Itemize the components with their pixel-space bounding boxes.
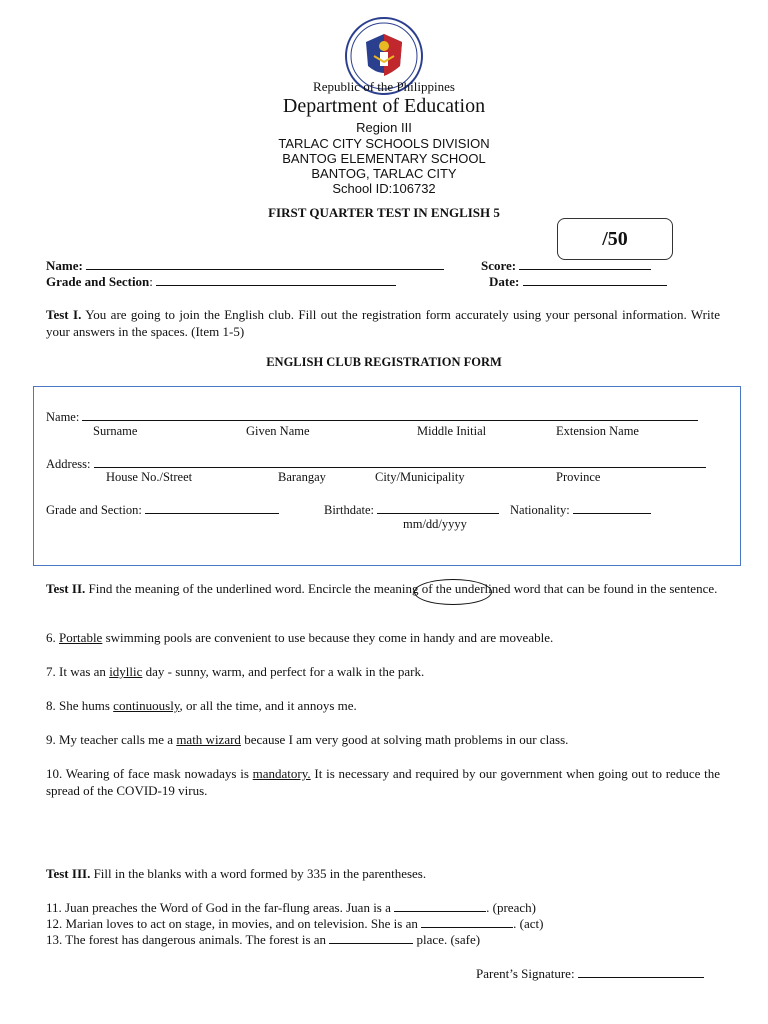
signature-label: Parent’s Signature: [476,966,575,981]
date-format-caption: mm/dd/yyyy [403,517,467,531]
item-12-post: . (act) [513,916,544,931]
form-nationality-blank[interactable] [573,501,651,514]
region-line: Region III [356,120,412,135]
date-row [489,273,667,290]
surname-caption: Surname [93,424,138,438]
score-blank[interactable] [519,257,651,270]
form-grade-label: Grade and Section: [46,503,142,517]
form-grade-blank[interactable] [145,501,279,514]
encircle-example [414,579,492,605]
address-line: BANTOG, TARLAC CITY [311,166,457,181]
form-birthdate-blank[interactable] [377,501,499,514]
item-13-blank[interactable] [329,931,413,944]
form-title: ENGLISH CLUB REGISTRATION FORM [266,355,502,369]
form-nationality-label: Nationality: [510,503,570,517]
form-birthdate-row [324,501,499,518]
given-name-caption: Given Name [246,424,310,438]
item-9-pre: 9. My teacher calls me a [46,732,177,747]
item-6 [46,630,553,646]
item-13-pre: 13. The forest has dangerous animals. The forest is an [46,932,330,947]
item-9-word[interactable]: math wizard [176,732,241,747]
item-12-blank[interactable] [421,915,513,928]
item-13 [46,931,480,948]
test1-text: You are going to join the English club. Fill out the registration form accurately using your personal information. Write your answers in the spaces. (Item 1-5) [46,307,720,339]
extension-name-caption: Extension Name [556,424,639,438]
test2-instructions [46,580,720,597]
test2-text: Find the meaning of the underlined word. Encircle the meaning of the underlined word that can be found in the sentence. [85,581,718,596]
item-7 [46,664,424,680]
item-6-post: swimming pools are convenient to use because they come in handy and are moveable. [102,630,554,645]
item-11-post: . (preach) [486,900,536,915]
item-8-word[interactable]: continuously [113,698,180,713]
barangay-caption: Barangay [278,470,326,484]
score-row [481,257,651,274]
test3-label: Test III. [46,866,91,881]
item-10-word[interactable]: mandatory. [252,766,311,781]
item-6-pre: 6. [46,630,59,645]
form-name-row [46,408,698,425]
grade-blank[interactable] [156,273,396,286]
name-label: Name: [46,258,83,273]
item-6-word[interactable]: Portable [59,630,103,645]
department-title: Department of Education [282,95,486,117]
grade-colon: : [149,274,153,289]
student-name-row [46,257,444,274]
item-8-post: , or all the time, and it annoys me. [179,698,357,713]
item-7-post: day - sunny, warm, and perfect for a walk in the park. [142,664,425,679]
form-birthdate-label: Birthdate: [324,503,374,517]
house-caption: House No./Street [106,470,193,484]
item-10 [46,765,720,799]
province-caption: Province [556,470,601,484]
republic-line: Republic of the Philippines [313,79,455,94]
item-10-pre: 10. Wearing of face mask nowadays is [46,766,253,781]
test1-label: Test I. [46,307,82,322]
item-11-pre: 11. Juan preaches the Word of God in the far-flung areas. Juan is a [46,900,395,915]
score-label: Score: [481,258,517,273]
test3-text: Fill in the blanks with a word formed by 335 in the parentheses. [90,866,427,881]
division-line: TARLAC CITY SCHOOLS DIVISION [278,136,490,151]
test1-instructions [46,306,720,340]
item-10-post: It is necessary and required by our government when going out to reduce the spread of the COVID-19 virus. [46,766,721,798]
date-label: Date: [489,274,520,289]
score-total: /50 [602,228,628,250]
signature-blank[interactable] [578,965,704,978]
test2-label: Test II. [46,581,86,596]
item-8-pre: 8. She hums [46,698,114,713]
grade-section-row [46,273,396,290]
item-7-pre: 7. It was an [46,664,110,679]
test-title: FIRST QUARTER TEST IN ENGLISH 5 [268,205,500,220]
middle-initial-caption: Middle Initial [417,424,487,438]
item-12-pre: 12. Marian loves to act on stage, in movies, and on television. She is an [46,916,422,931]
item-13-post: place. (safe) [413,932,481,947]
city-caption: City/Municipality [375,470,465,484]
form-address-blank[interactable] [94,455,706,468]
school-line: BANTOG ELEMENTARY SCHOOL [282,151,486,166]
form-address-label: Address: [46,457,91,471]
grade-label: Grade and Section [46,274,150,289]
item-9 [46,732,568,748]
item-11 [46,899,536,916]
parent-signature-row [476,965,704,982]
test3-instructions [46,866,426,882]
form-name-label: Name: [46,410,80,424]
score-box [557,218,673,260]
item-7-word[interactable]: idyllic [109,664,143,679]
form-name-blank[interactable] [82,408,698,421]
item-12 [46,915,543,932]
item-11-blank[interactable] [394,899,486,912]
name-blank[interactable] [86,257,444,270]
form-grade-row [46,501,279,518]
school-id-line: School ID:106732 [332,181,436,196]
form-nationality-row [510,501,651,518]
date-blank[interactable] [523,273,667,286]
item-9-post: because I am very good at solving math problems in our class. [240,732,569,747]
item-8 [46,698,357,714]
